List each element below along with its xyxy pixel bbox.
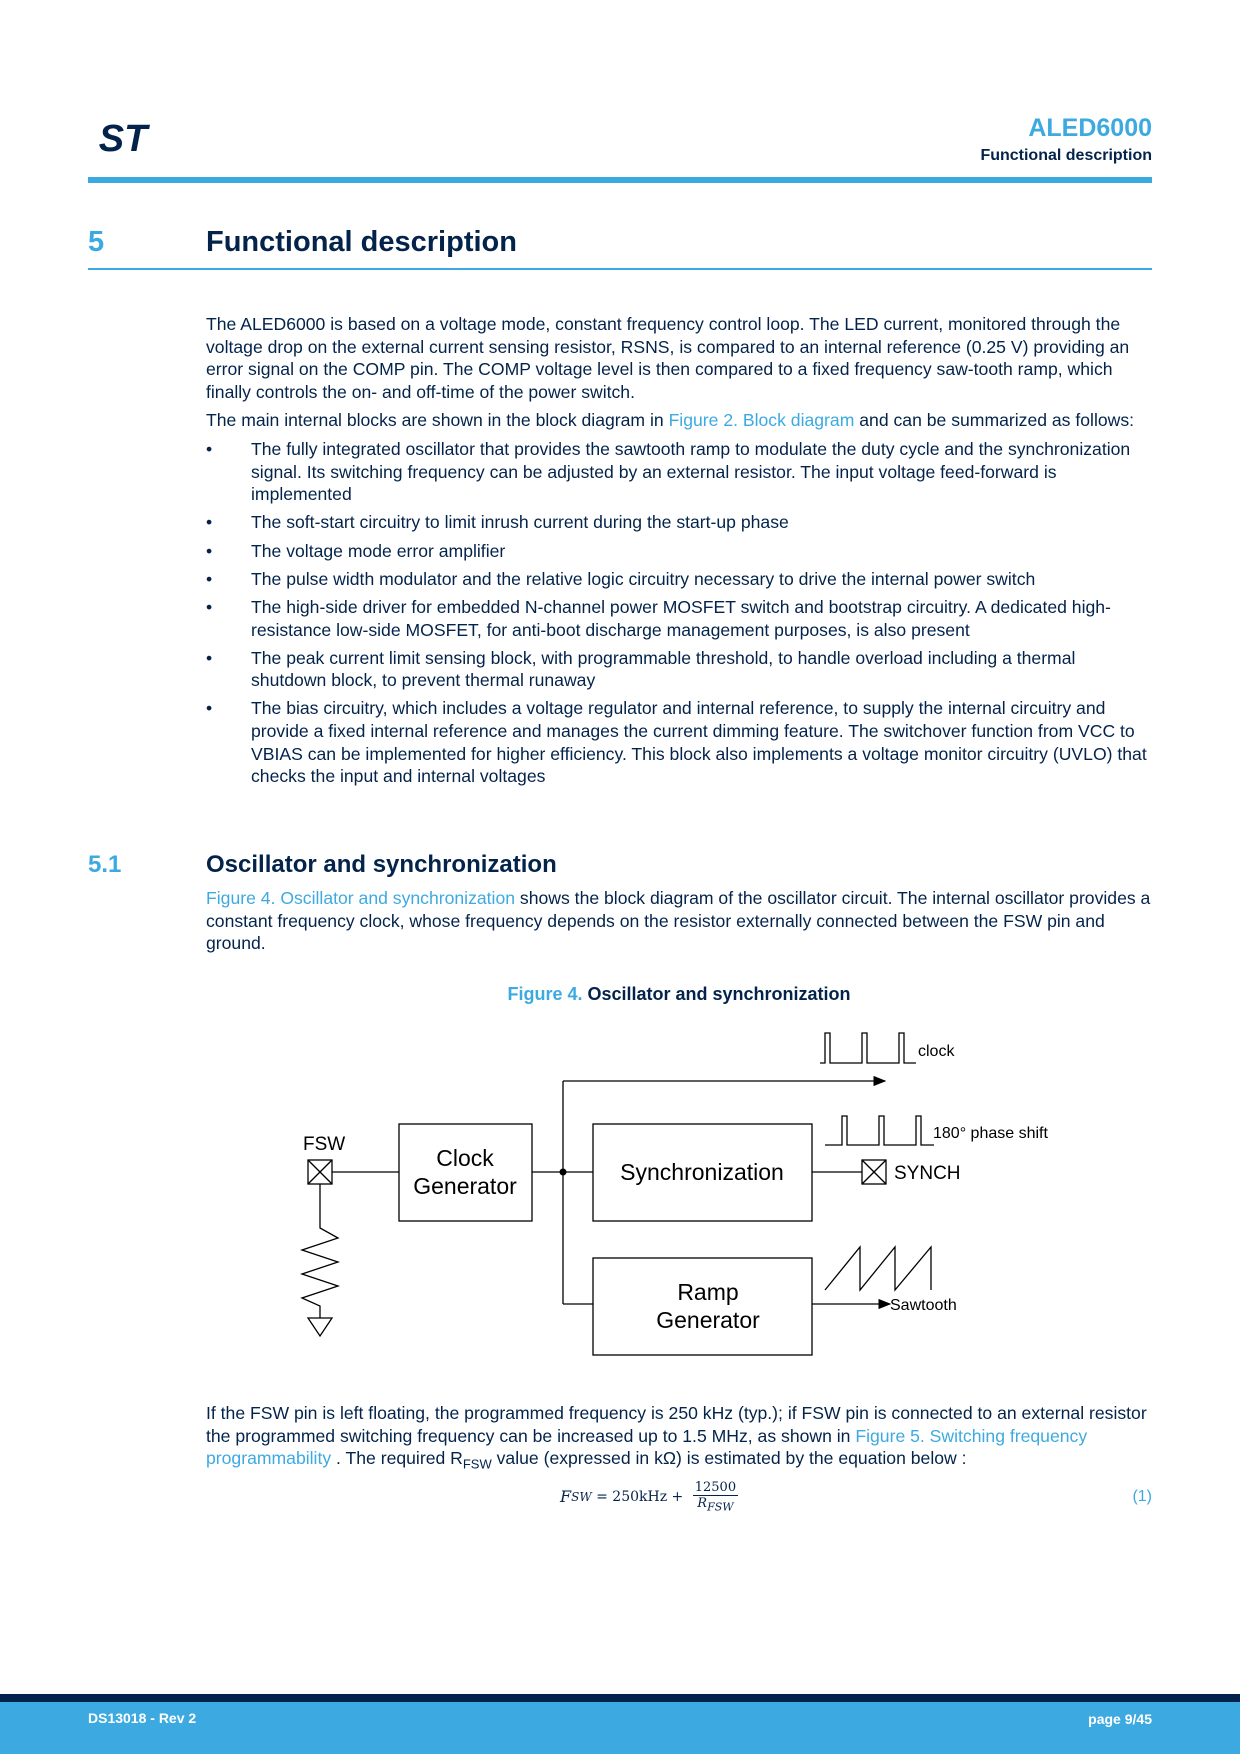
eq-den-sub: FSW (707, 1500, 734, 1514)
figure-5-link[interactable]: Figure 5. Switching frequency programmability (206, 1425, 1088, 1469)
subsection-paragraph-text: shows the block diagram of the oscillator circuit. The internal oscillator provides a constant frequency clock, whose frequency depends on the resistor externally connected between the FSW pin and ground. (206, 888, 1151, 954)
bullet: • (206, 540, 213, 561)
closing-text-3: value (expressed in kΩ) is estimated by the equation below : (491, 1448, 967, 1469)
list-item (206, 596, 1152, 641)
section-title: Functional description (206, 226, 517, 258)
sawtooth-label: Sawtooth (890, 1297, 957, 1314)
equation (560, 1480, 738, 1514)
list-item-text: The high-side driver for embedded N-channel power MOSFET switch and bootstrap circuitry. A dedicated high-resistance low-side MOSFET, for anti-boot discharge management purposes, is also present (251, 596, 1111, 640)
figure-4-link[interactable]: Figure 4. Oscillator and synchronization (206, 888, 516, 908)
bullet: • (206, 596, 213, 617)
intro-text (206, 313, 1152, 793)
intro-paragraph-1: The ALED6000 is based on a voltage mode, constant frequency control loop. The LED current, monitored through the voltage drop on the external current sensing resistor, RSNS, is compared to an internal reference (0.25 V) providing an error signal on the COMP pin. The COMP voltage level is then compared to a fixed frequency saw-tooth ramp, which finally controls the on- and off-time of the power switch. (206, 314, 1130, 402)
closing-paragraph (206, 1402, 1152, 1476)
eq-mid: = 250kHz + (591, 1488, 688, 1505)
eq-fraction (693, 1480, 738, 1514)
subsection-paragraph (206, 887, 1152, 955)
list-item-text: The fully integrated oscillator that provides the sawtooth ramp to modulate the duty cycle and the synchronization signal. Its switching frequency can be adjusted by an external resistor. The input voltage feed-forward is implemented (251, 438, 1131, 505)
list-item (206, 568, 1152, 591)
section-rule (88, 268, 1152, 270)
sawtooth-waveform (825, 1247, 931, 1290)
equation-number: (1) (1132, 1488, 1152, 1505)
list-item (206, 540, 1152, 563)
bullet: • (206, 438, 213, 459)
logo-text: ST (98, 118, 148, 158)
bullet: • (206, 647, 213, 668)
ramp-gen-label-2: Generator (656, 1307, 760, 1333)
junction-dot (560, 1169, 567, 1176)
bullet: • (206, 512, 213, 533)
fsw-resistor (302, 1184, 338, 1318)
para2-text: The main internal blocks are shown in the block diagram in (206, 410, 669, 431)
block-list (206, 438, 1152, 788)
phase-shift-waveform (825, 1116, 934, 1145)
footer-top-bar (0, 1694, 1240, 1702)
bullet: • (206, 698, 213, 719)
header-section-name: Functional description (980, 147, 1152, 164)
ramp-gen-label-1: Ramp (677, 1279, 739, 1305)
list-item-text: The pulse width modulator and the relative logic circuitry necessary to drive the internal power switch (251, 568, 1036, 589)
intro-paragraph-2 (206, 409, 1152, 432)
eq-lhs: F (560, 1487, 572, 1507)
header-divider (88, 177, 1152, 183)
figure-number: Figure 4. (507, 984, 583, 1004)
subsection-text (206, 887, 1152, 961)
eq-den-r: R (697, 1496, 708, 1511)
figure-title: Oscillator and synchronization (587, 984, 851, 1004)
figure-2-link[interactable]: Figure 2. Block diagram (668, 410, 855, 431)
clock-label: clock (918, 1043, 955, 1060)
subsection-number: 5.1 (88, 851, 122, 878)
list-item (206, 697, 1152, 787)
list-item-text: The soft-start circuitry to limit inrush current during the start-up phase (251, 512, 789, 533)
eq-numerator: 12500 (694, 1480, 737, 1495)
closing-text-2: . The required R (331, 1448, 463, 1469)
closing-text-1: If the FSW pin is left floating, the programmed frequency is 250 kHz (typ.); if FSW pin is connected to an external resistor the programmed switching frequency can be increased up to 1.5 MHz, as shown in (206, 1403, 1147, 1446)
fsw-label: FSW (303, 1134, 346, 1155)
subsection-title: Oscillator and synchronization (206, 851, 557, 878)
st-logo (88, 118, 158, 158)
ground-symbol (308, 1318, 332, 1336)
clock-waveform (820, 1033, 916, 1063)
eq-denominator (697, 1496, 733, 1514)
sync-label: Synchronization (620, 1159, 784, 1185)
list-item (206, 438, 1152, 506)
bullet: • (206, 568, 213, 589)
section-number: 5 (88, 226, 105, 258)
list-item-text: The peak current limit sensing block, with programmable threshold, to handle overload including a thermal shutdown block, to prevent thermal runaway (251, 647, 1076, 691)
document-title: ALED6000 (1028, 114, 1152, 142)
oscillator-diagram (280, 1018, 1070, 1368)
clock-gen-label-2: Generator (413, 1173, 517, 1199)
list-item-text: The voltage mode error amplifier (251, 540, 506, 561)
footer-doc-id: DS13018 - Rev 2 (88, 1710, 197, 1726)
figure-caption (206, 984, 1152, 1005)
closing-subscript: FSW (462, 1456, 492, 1472)
footer-page-number: page 9/45 (1088, 1711, 1152, 1727)
synch-label: SYNCH (894, 1163, 961, 1184)
list-item (206, 647, 1152, 692)
phase-shift-label: 180° phase shift (933, 1125, 1048, 1142)
list-item-text: The bias circuitry, which includes a voltage regulator and internal reference, to supply the internal circuitry and provide a fixed internal reference and manages the current dimming feature. The switchover function from VCC to VBIAS can be implemented for higher efficiency. This block also implements a voltage monitor circuitry (UVLO) that checks the input and internal voltages (251, 698, 1147, 787)
para2-text-end: and can be summarized as follows: (854, 410, 1135, 431)
list-item (206, 511, 1152, 534)
eq-lhs-sub: SW (571, 1489, 592, 1504)
closing-text (206, 1402, 1152, 1482)
clock-gen-label-1: Clock (436, 1145, 494, 1171)
